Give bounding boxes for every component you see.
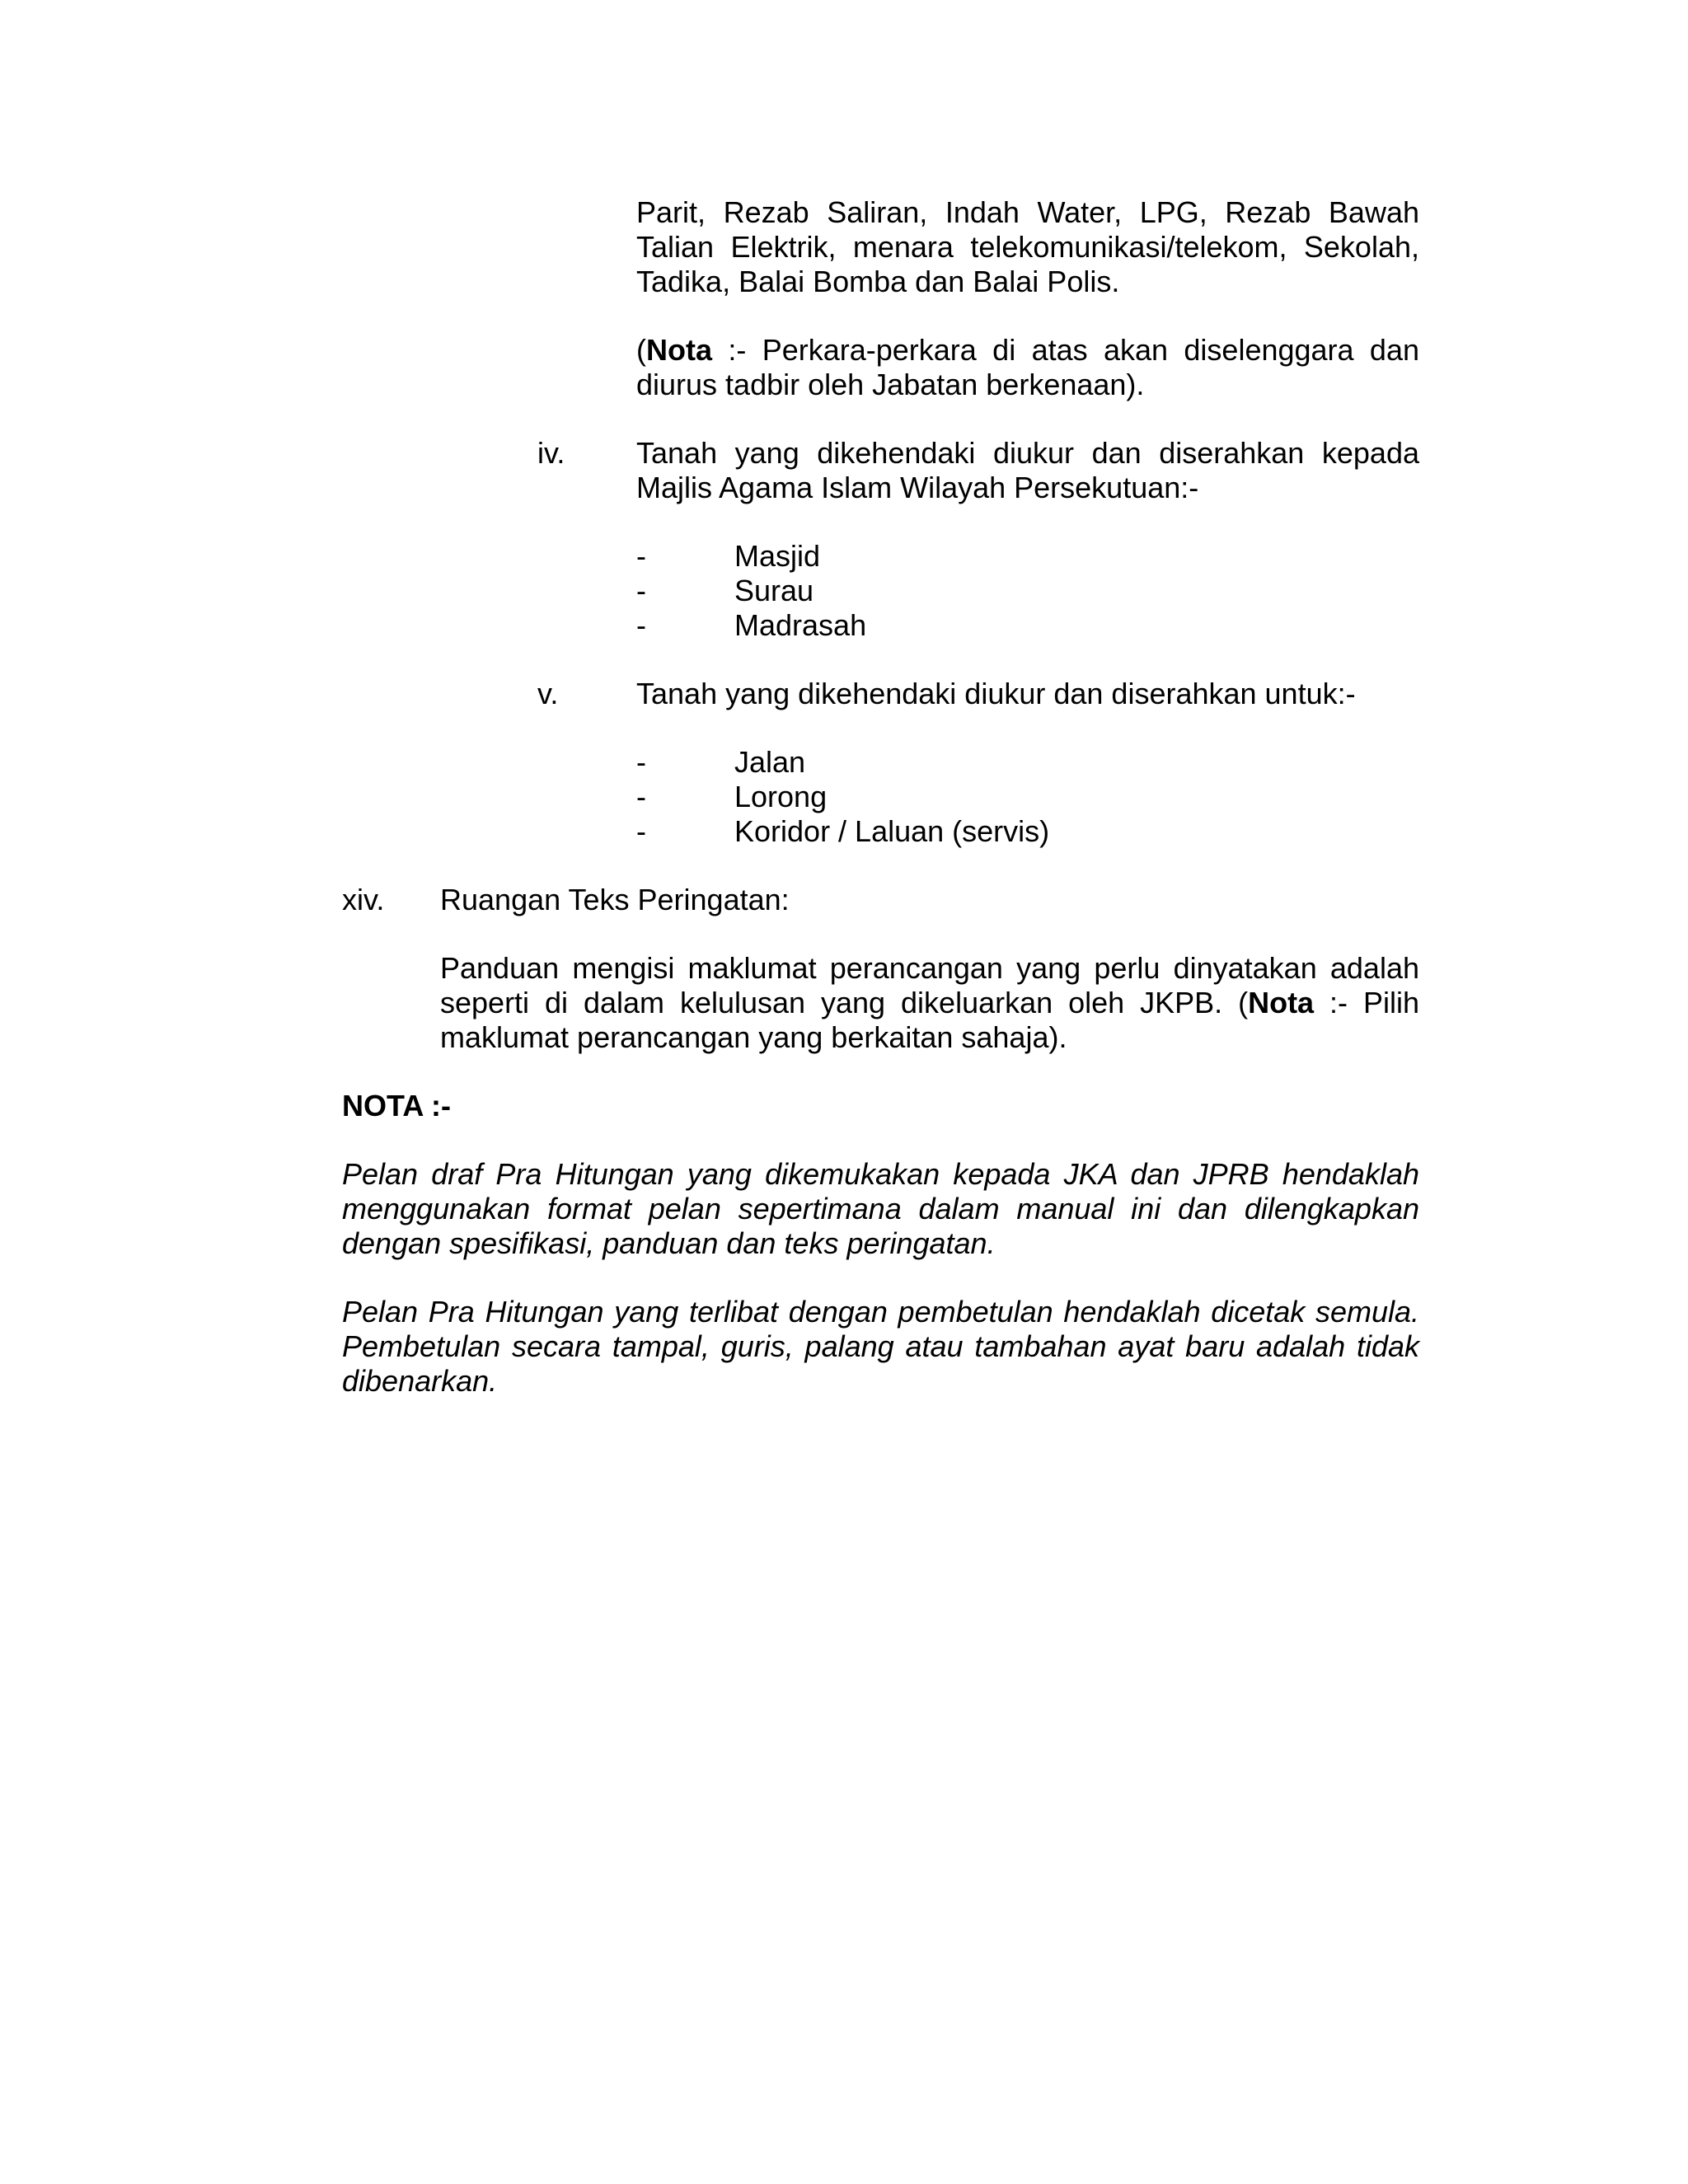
bullet-item: Jalan — [734, 745, 806, 779]
item-v-text: Tanah yang dikehendaki diukur dan diserahkan untuk:- — [636, 677, 1356, 710]
note-open-paren: ( — [636, 333, 646, 367]
text-line: maklumat perancangan yang berkaitan sahaja). — [440, 1020, 1067, 1054]
bullet-item: Masjid — [734, 539, 821, 573]
item-marker-xiv: xiv. — [342, 883, 385, 916]
item-marker-v: v. — [537, 677, 559, 710]
text-line: Pembetulan secara tampal, guris, palang atau tambahan ayat baru adalah tidak — [342, 1329, 1419, 1363]
nota-paragraph-1 — [342, 1157, 1419, 1261]
bullet-item: Koridor / Laluan (servis) — [734, 814, 1050, 848]
text-line: Panduan mengisi maklumat perancangan yang perlu dinyatakan adalah — [440, 951, 1419, 985]
item-iv-text — [636, 436, 1419, 505]
item-xiv-title: Ruangan Teks Peringatan: — [440, 883, 790, 916]
bullet-dash: - — [636, 780, 646, 813]
text-line — [636, 333, 1419, 368]
text-line: diurus tadbir oleh Jabatan berkenaan). — [636, 368, 1145, 401]
continuation-paragraph — [636, 195, 1419, 299]
text-line: Tanah yang dikehendaki diukur dan diserahkan kepada — [636, 436, 1419, 470]
bullet-dash: - — [636, 539, 646, 573]
text-line: Pelan Pra Hitungan yang terlibat dengan pembetulan hendaklah dicetak semula. — [342, 1295, 1419, 1329]
note-label: Nota — [646, 333, 712, 367]
text-line: menggunakan format pelan sepertimana dalam manual ini dan dilengkapkan — [342, 1192, 1419, 1226]
text-line: Majlis Agama Islam Wilayah Persekutuan:- — [636, 471, 1199, 504]
bullet-dash: - — [636, 608, 646, 642]
item-marker-iv: iv. — [537, 436, 565, 470]
item-xiv-paragraph — [440, 951, 1419, 1055]
text-line: Parit, Rezab Saliran, Indah Water, LPG, Rezab Bawah — [636, 195, 1419, 229]
bullet-dash: - — [636, 814, 646, 848]
note-text: :- Perkara-perkara di atas akan diselenggara dan — [712, 333, 1419, 367]
text-line: dibenarkan. — [342, 1364, 498, 1398]
text-line: Talian Elektrik, menara telekomunikasi/telekom, Sekolah, — [636, 230, 1419, 264]
text-line: Pelan draf Pra Hitungan yang dikemukakan kepada JKA dan JPRB hendaklah — [342, 1157, 1419, 1191]
bullet-item: Surau — [734, 574, 814, 607]
bullet-dash: - — [636, 745, 646, 779]
note-paragraph — [636, 333, 1419, 402]
bullet-dash: - — [636, 574, 646, 607]
bullet-item: Lorong — [734, 780, 828, 813]
text-line: Tadika, Balai Bomba dan Balai Polis. — [636, 265, 1120, 298]
nota-heading: NOTA :- — [342, 1089, 451, 1122]
text-line: dengan spesifikasi, panduan dan teks peringatan. — [342, 1226, 996, 1260]
text-line: seperti di dalam kelulusan yang dikeluarkan oleh JKPB. (Nota :- Pilih — [440, 986, 1419, 1019]
nota-paragraph-2 — [342, 1295, 1419, 1399]
note-label: Nota — [1248, 986, 1315, 1019]
bullet-item: Madrasah — [734, 608, 867, 642]
